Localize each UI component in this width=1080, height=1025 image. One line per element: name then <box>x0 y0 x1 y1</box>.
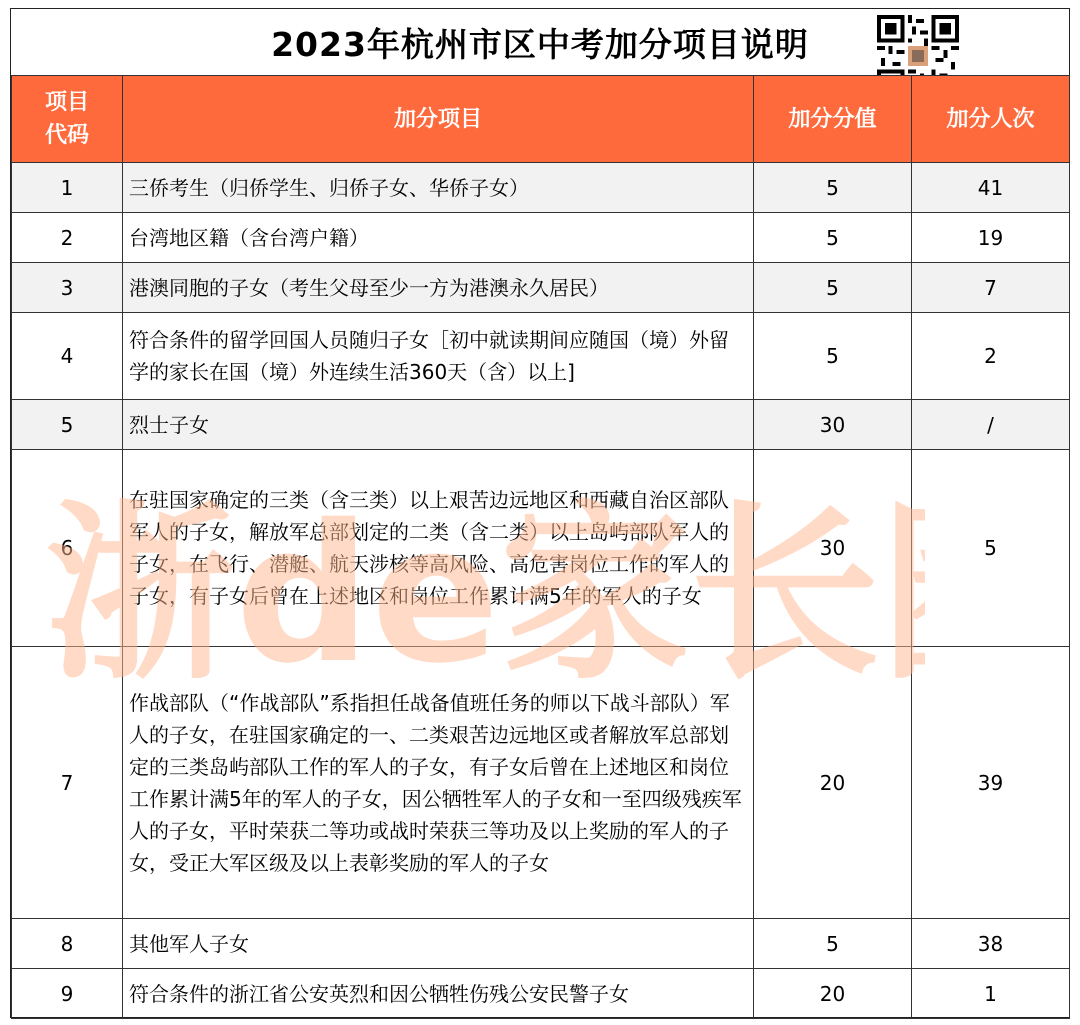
row-count: 19 <box>912 213 1070 263</box>
row-item: 符合条件的浙江省公安英烈和因公牺牲伤残公安民警子女 <box>123 969 754 1019</box>
row-item: 港澳同胞的子女（考生父母至少一方为港澳永久居民） <box>123 263 754 313</box>
row-item: 台湾地区籍（含台湾户籍） <box>123 213 754 263</box>
row-value: 5 <box>754 313 912 400</box>
row-count: 5 <box>912 450 1070 647</box>
table-row <box>12 400 1070 450</box>
header-code: 项目代码 <box>12 76 123 163</box>
row-code: 8 <box>12 919 123 969</box>
table-row <box>12 647 1070 919</box>
row-count: 39 <box>912 647 1070 919</box>
table-row <box>12 163 1070 213</box>
row-value: 5 <box>754 919 912 969</box>
table-row <box>12 313 1070 400</box>
row-value: 5 <box>754 163 912 213</box>
row-value: 20 <box>754 969 912 1019</box>
row-value: 20 <box>754 647 912 919</box>
table-row <box>12 450 1070 647</box>
table-row <box>12 919 1070 969</box>
row-item: 作战部队（“作战部队”系指担任战备值班任务的师以下战斗部队）军人的子女，在驻国家确定的一、二类艰苦边远地区或者解放军总部划定的三类岛屿部队工作的军人的子女，有子女后曾在上述地区和岗位工作累计满5年的军人的子女，因公牺牲军人的子女和一至四级残疾军人的子女，平时荣获二等功或战时荣获三等功及以上奖励的军人的子女，受正大军区级及以上表彰奖励的军人的子女 <box>123 647 754 919</box>
table-row <box>12 213 1070 263</box>
row-count: 38 <box>912 919 1070 969</box>
header-count: 加分人次 <box>912 76 1070 163</box>
watermark-text: 浙de家长 <box>45 484 880 690</box>
bonus-items-table <box>11 75 1070 1019</box>
row-code: 1 <box>12 163 123 213</box>
row-code: 4 <box>12 313 123 400</box>
row-count: 41 <box>912 163 1070 213</box>
header-value: 加分分值 <box>754 76 912 163</box>
row-item: 符合条件的留学回国人员随归子女［初中就读期间应随国（境）外留学的家长在国（境）外连续生活360天（含）以上] <box>123 313 754 400</box>
page-title: 2023年杭州市区中考加分项目说明 <box>271 24 809 64</box>
row-item: 三侨考生（归侨学生、归侨子女、华侨子女） <box>123 163 754 213</box>
row-code: 7 <box>12 647 123 919</box>
row-item: 烈士子女 <box>123 400 754 450</box>
table-header-row <box>12 76 1070 163</box>
row-code: 6 <box>12 450 123 647</box>
row-value: 30 <box>754 450 912 647</box>
row-code: 5 <box>12 400 123 450</box>
row-item: 在驻国家确定的三类（含三类）以上艰苦边远地区和西藏自治区部队军人的子女，解放军总部划定的二类（含二类）以上岛屿部队军人的子女，在飞行、潜艇、航天涉核等高风险、高危害岗位工作的军人的子女，有子女后曾在上述地区和岗位工作累计满5年的军人的子女 <box>123 450 754 647</box>
row-count: / <box>912 400 1070 450</box>
row-count: 7 <box>912 263 1070 313</box>
document-sheet <box>10 8 1070 1018</box>
table-row <box>12 969 1070 1019</box>
header-item: 加分项目 <box>123 76 754 163</box>
row-code: 2 <box>12 213 123 263</box>
row-value: 5 <box>754 263 912 313</box>
row-count: 2 <box>912 313 1070 400</box>
row-code: 3 <box>12 263 123 313</box>
row-item: 其他军人子女 <box>123 919 754 969</box>
table-row <box>12 263 1070 313</box>
row-value: 5 <box>754 213 912 263</box>
row-value: 30 <box>754 400 912 450</box>
row-count: 1 <box>912 969 1070 1019</box>
row-code: 9 <box>12 969 123 1019</box>
